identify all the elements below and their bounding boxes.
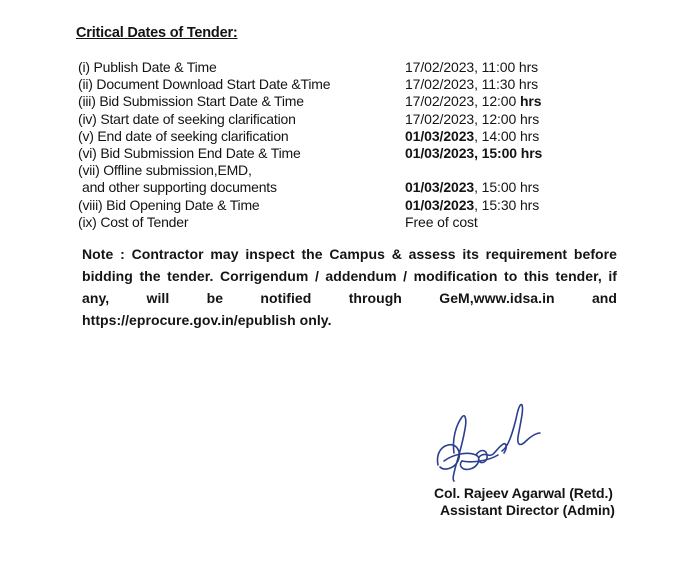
date-row-value: 17/02/2023, 12:00 hrs (405, 110, 540, 127)
date-row-clarification-end (78, 128, 638, 145)
date-row-label: (i) Publish Date & Time (78, 59, 217, 75)
date-row-value-time: , 15:00 hrs (474, 179, 540, 196)
date-row-value (405, 197, 539, 214)
date-row-label: (ii) Document Download Start Date &Time (78, 76, 331, 93)
date-row-value: Free of cost (405, 213, 478, 230)
date-row-label: (iii) Bid Submission Start Date & Time (78, 93, 304, 110)
date-row-value-suffix: hrs (519, 93, 542, 110)
signatory-title: Assistant Director (Admin) (440, 502, 615, 518)
tender-note: Note : Contractor may inspect the Campus & assess its requirement before bidding the tender. Corrigendum / addendum / modification to this tender, if any, will be notified through GeM,www.idsa.in and https://eprocure.gov.in/epublish only. (82, 246, 617, 328)
date-row-value (405, 128, 539, 145)
date-row-value-time: , 15:30 hrs (474, 196, 540, 213)
date-row-value-main: 17/02/2023, 12:00 (405, 93, 520, 110)
date-row-value-date: 01/03/2023 (405, 179, 475, 196)
date-row-label: and other supporting documents (82, 179, 277, 196)
date-row-publish (78, 59, 638, 76)
date-row-supporting-documents (78, 179, 638, 196)
date-row-value: 17/02/2023, 11:30 hrs (405, 76, 539, 93)
date-row-value (405, 93, 541, 110)
date-row-label: (v) End date of seeking clarification (78, 127, 289, 144)
date-row-bid-submission-start (78, 93, 638, 110)
date-row-label: (vii) Offline submission,EMD, (78, 162, 252, 179)
date-row-offline-submission (78, 162, 638, 179)
critical-dates-table (78, 59, 638, 231)
date-row-value: 17/02/2023, 11:00 hrs (405, 59, 539, 75)
date-row-label: (iv) Start date of seeking clarification (78, 110, 296, 127)
date-row-bid-submission-end (78, 145, 638, 162)
date-row-cost-of-tender (78, 214, 638, 231)
date-row-download-start (78, 76, 638, 93)
date-row-value-date: 01/03/2023 (405, 196, 475, 213)
date-row-label: (ix) Cost of Tender (78, 213, 189, 230)
date-row-clarification-start (78, 111, 638, 128)
signatory-name: Col. Rajeev Agarwal (Retd.) (434, 485, 613, 501)
date-row-value: 01/03/2023, 15:00 hrs (405, 144, 543, 161)
date-row-label: (vi) Bid Submission End Date & Time (78, 144, 301, 161)
date-row-value (405, 179, 539, 196)
section-heading: Critical Dates of Tender: (76, 25, 238, 41)
signature-image (432, 395, 544, 495)
date-row-bid-opening (78, 197, 638, 214)
date-row-label: (viii) Bid Opening Date & Time (78, 196, 260, 213)
date-row-value-time: , 14:00 hrs (474, 127, 540, 144)
date-row-value-date: 01/03/2023 (405, 127, 475, 144)
